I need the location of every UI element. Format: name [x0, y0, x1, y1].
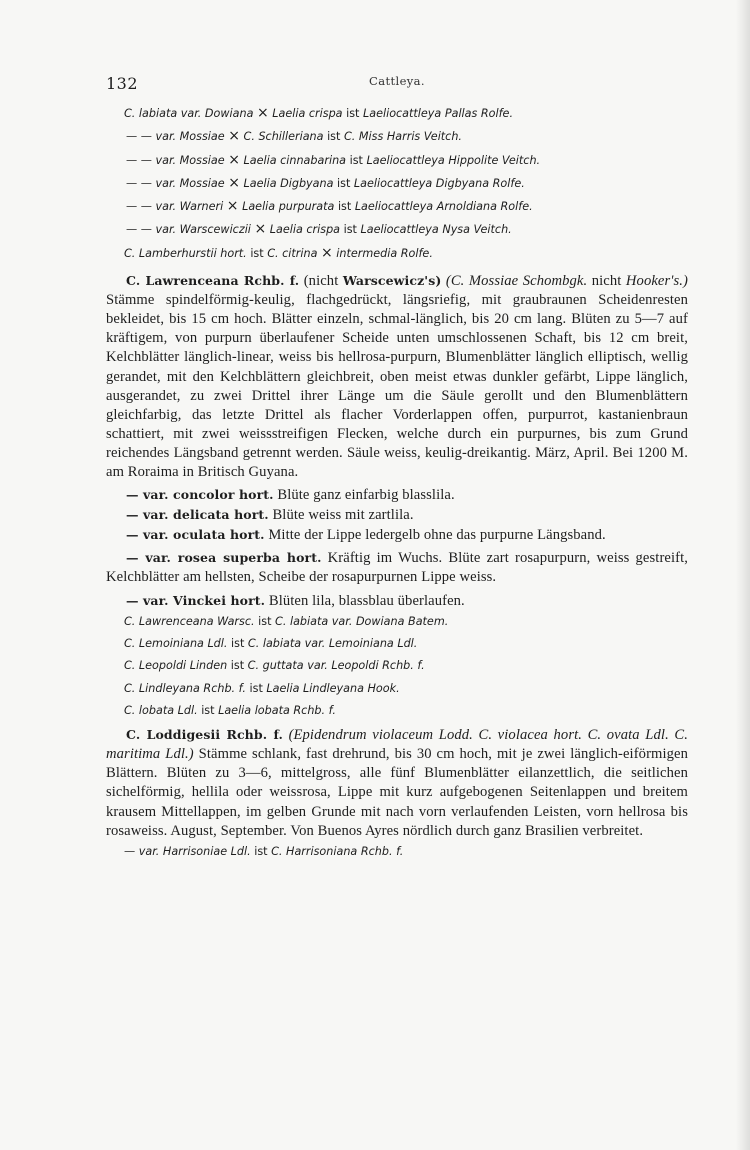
- page-header: [106, 72, 688, 102]
- species-description: Stämme spindelförmig-keulig, flachgedrückt, längsriefig, mit graubraunen Scheidenresten bekleidet, bis 15 cm hoch. Blätter einzeln, schmal-länglich, bis 20 cm lang. Blüten zu 5—7 auf kräftigem, von purpurn überlaufener Scheide unten umschlossenen Schaft, bis 12 cm breit, Kelchblätter länglich-linear, weiss bis hellrosa-purpurn, Blumenblätter länglich elliptisch, wellig gerandet, mit den Kelchblättern gleichbreit, oben meist etwas dunkler gefärbt, Lippe länglich, ausgerandet, zu zwei Drittel ihrer Länge um die Säule gerollt und den Blumenblättern gleichfarbig, das letzte Drittel als flacher Vorderlappen offen, purpurrot, kastanienbraun schattiert, mit zwei weissstreifigen Flecken, welche durch ein purpurnes, bis zum Grund reichendes Längsband getrennt werden. Säule weiss, keulig-dreikantig. März, April. Bei 1200 M. am Roraima in Britisch Guyana.: [106, 292, 688, 481]
- synonym-line: — — var. Mossiae × Laelia Digbyana ist Laeliocattleya Digbyana Rolfe.: [126, 174, 525, 191]
- synonym-line: C. labiata var. Dowiana × Laelia crispa ist Laeliocattleya Pallas Rolfe.: [124, 105, 513, 121]
- variety-entry: — var. oculata hort. Mitte der Lippe ledergelb ohne das purpurne Längsband.: [126, 527, 606, 544]
- synonym-line: C. Lemoiniana Ldl. ist C. labiata var. Lemoiniana Ldl.: [124, 636, 418, 650]
- variety-entry: — var. concolor hort. Blüte ganz einfarbig blasslila.: [126, 487, 455, 504]
- species-entry-loddigesii: C. Loddigesii Rchb. f. (Epidendrum violaceum Lodd. C. violacea hort. C. ovata Ldl. C. maritima Ldl.) Stämme schlank, fast drehrund, bis 30 cm hoch, mit je zwei länglich-eiförmigen Blättern. Blüten zu 3—6, mittelgross, alle fünf Blumenblätter eilanzettlich, die seitlichen sichelförmig, hellila oder weissrosa, Lippe mit kurz aufgebogenen Seitenlappen und breitem krausem Mittellappen, im gelben Grunde mit nach vorn verlaufenden Leisten, vorn hellrosa bis rosaweiss. August, September. Von Buenos Ayres nördlich durch ganz Brasilien verbreitet.: [106, 727, 689, 839]
- variety-entry: — var. rosea superba hort. Kräftig im Wuchs. Blüte zart rosapurpurn, weiss gestreift, Kelchblätter am hellsten, Scheibe der rosapurpurnen Lippe weiss.: [106, 550, 688, 586]
- variety-entry: — var. Vinckei hort. Blüten lila, blassblau überlaufen.: [126, 592, 465, 609]
- page-number: 132: [106, 74, 139, 93]
- synonym-line: C. Leopoldi Linden ist C. guttata var. Leopoldi Rchb. f.: [124, 659, 425, 673]
- species-name: C. Lawrenceana Rchb. f.: [126, 273, 300, 289]
- synonym-line: — — var. Warscewiczii × Laelia crispa ist Laeliocattleya Nysa Veitch.: [126, 221, 512, 238]
- species-description: Stämme schlank, fast drehrund, bis 30 cm hoch, mit je zwei länglich-eiförmigen Blättern. Blüten zu 3—6, mittelgross, alle fünf Blumenblätter eilanzettlich, die seitlichen sichelförmig, hellila oder weissrosa, Lippe mit kurz aufgebogenen Seitenlappen und breitem krausem Mittellappen, im gelben Grunde mit nach vorn verlaufenden Leisten, vorn hellrosa bis rosaweiss. August, September. Von Buenos Ayres nördlich durch ganz Brasilien verbreitet.: [106, 746, 689, 839]
- synonym-line: C. Lindleyana Rchb. f. ist Laelia Lindleyana Hook.: [124, 681, 400, 695]
- synonym-line: — var. Harrisoniae Ldl. ist C. Harrisoniana Rchb. f.: [124, 844, 404, 858]
- synonym-line: C. lobata Ldl. ist Laelia lobata Rchb. f.: [124, 703, 336, 717]
- page-edge-shadow: [736, 0, 750, 1150]
- species-entry-lawrenceana: C. Lawrenceana Rchb. f. (nicht Warscewicz's) (C. Mossiae Schombgk. nicht Hooker's.) Stämme spindelförmig-keulig, flachgedrückt, längsriefig, mit graubraunen Scheidenresten bekleidet, bis 15 cm hoch. Blätter einzeln, schmal-länglich, bis 20 cm lang. Blüten zu 5—7 auf kräftigem, von purpurn überlaufener Scheide unten umschlossenen Schaft, bis 12 cm breit, Kelchblätter länglich-linear, weiss bis hellrosa-purpurn, Blumenblätter länglich elliptisch, wellig gerandet, mit den Kelchblättern gleichbreit, oben meist etwas dunkler gefärbt, Lippe länglich, ausgerandet, zu zwei Drittel ihrer Länge um die Säule gerollt und den Blumenblättern gleichfarbig, das letzte Drittel als flacher Vorderlappen offen, purpurrot, kastanienbraun schattiert, mit zwei weissstreifigen Flecken, welche durch ein purpurnes, bis zum Grund reichendes Längsband getrennt werden. Säule weiss, keulig-dreikantig. März, April. Bei 1200 M. am Roraima in Britisch Guyana.: [106, 273, 688, 481]
- running-title: Cattleya.: [369, 74, 425, 88]
- synonym-line: C. Lawrenceana Warsc. ist C. labiata var. Dowiana Batem.: [124, 614, 449, 628]
- synonym-line: — — var. Mossiae × C. Schilleriana ist C. Miss Harris Veitch.: [126, 128, 462, 145]
- species-name: C. Loddigesii Rchb. f.: [126, 727, 283, 743]
- synonym-line: — — var. Warneri × Laelia purpurata ist Laeliocattleya Arnoldiana Rolfe.: [126, 198, 533, 215]
- synonym-line: — — var. Mossiae × Laelia cinnabarina ist Laeliocattleya Hippolite Veitch.: [126, 151, 541, 168]
- synonym-line: C. Lamberhurstii hort. ist C. citrina × intermedia Rolfe.: [124, 244, 433, 261]
- variety-entry: — var. delicata hort. Blüte weiss mit zartlila.: [126, 507, 414, 524]
- book-page: [106, 72, 688, 863]
